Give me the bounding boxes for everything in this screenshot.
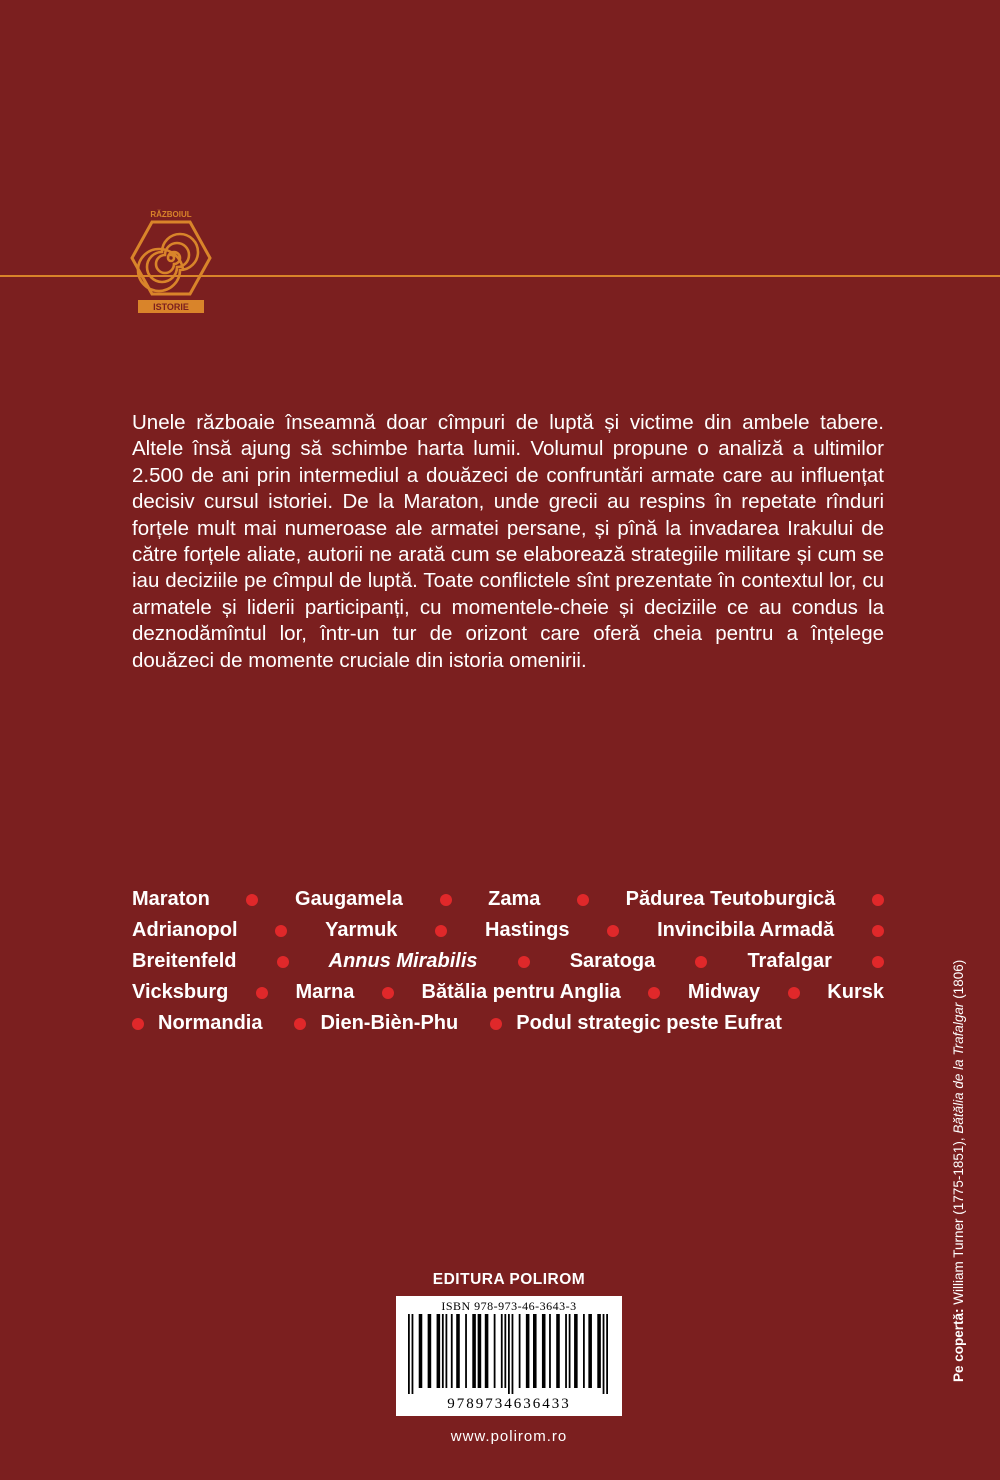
bullet-icon <box>440 894 452 906</box>
battle-name: Trafalgar <box>747 950 832 972</box>
series-emblem <box>128 208 214 316</box>
barcode-bar <box>451 1314 453 1388</box>
bullet-icon <box>490 1018 502 1030</box>
barcode-bar <box>508 1314 510 1394</box>
barcode-icon <box>406 1314 612 1394</box>
spiral-hexagon-icon <box>128 208 214 316</box>
barcode-bar <box>565 1314 567 1388</box>
publisher-name: EDITURA POLIROM <box>432 1271 586 1288</box>
battle-name: Midway <box>687 981 761 1003</box>
barcode-bar <box>533 1314 537 1388</box>
battle-name: Saratoga <box>569 950 656 972</box>
battle-line-5 <box>132 1008 884 1039</box>
battle-name: Vicksburg <box>132 981 229 1003</box>
battle-name: Normandia <box>158 1012 263 1034</box>
barcode-bar <box>472 1314 476 1388</box>
publisher-website: www.polirom.ro <box>450 1428 568 1445</box>
barcode-bar <box>408 1314 410 1394</box>
barcode-bar <box>606 1314 608 1394</box>
bullet-icon <box>607 925 619 937</box>
battle-name: Bătălia pentru Anglia <box>421 981 621 1003</box>
bullet-icon <box>648 987 660 999</box>
bullet-icon <box>872 925 884 937</box>
barcode-bar <box>603 1314 605 1394</box>
credit-work: Bătălia de la Trafalgar <box>951 1002 966 1134</box>
barcode-bar <box>442 1314 444 1388</box>
cover-credit <box>951 960 966 1382</box>
battle-name: Zama <box>488 888 541 910</box>
barcode-bar <box>419 1314 423 1388</box>
barcode-bar <box>504 1314 506 1388</box>
barcode-bar <box>542 1314 546 1388</box>
battle-name: Hastings <box>485 919 570 941</box>
battle-name: Kursk <box>827 981 884 1003</box>
battle-name: Annus Mirabilis <box>328 950 478 972</box>
barcode-bar <box>501 1314 503 1388</box>
emblem-bottom-text: ISTORIE <box>153 302 189 312</box>
barcode-bar <box>494 1314 496 1388</box>
battle-line-2 <box>132 915 884 946</box>
bullet-icon <box>435 925 447 937</box>
bullet-icon <box>695 956 707 968</box>
battle-name: Gaugamela <box>295 888 403 910</box>
barcode-bar <box>428 1314 432 1388</box>
bullet-icon <box>872 956 884 968</box>
battle-line-1 <box>132 884 884 915</box>
barcode-bar <box>465 1314 467 1388</box>
battle-name: Maraton <box>132 888 210 910</box>
barcode-block <box>396 1296 622 1416</box>
bullet-icon <box>132 1018 144 1030</box>
battle-name: Yarmuk <box>325 919 398 941</box>
book-description: Unele războaie înseamnă doar cîmpuri de luptă și victime din ambele tabere. Altele însă ajung să schimbe harta lumii. Volumul propune o analiză a ultimilor 2.500 de ani prin intermediul a douăzeci de confruntări armate care au influențat decisiv cursul istoriei. De la Maraton, unde grecii au respins în repetate rînduri forțele mult mai numeroase ale armatei persane, și pînă la invadarea Irakului de către forțele aliate, autorii ne arată cum se elaborează strategiile militare și cum se iau deciziile pe cîmpul de luptă. Toate conflictele sînt prezentate în contextul lor, cu armatele și liderii participanți, cu momentele-cheie și deciziile ce au condus la deznodămîntul lor, într-un tur de orizont care oferă cheia pentru a înțelege douăzeci de momente cruciale din istoria omenirii. <box>132 411 884 672</box>
emblem-top-text: RĂZBOIUL <box>150 210 192 219</box>
barcode-bar <box>583 1314 585 1388</box>
credit-artist: William Turner (1775-1851), <box>951 1133 966 1309</box>
bullet-icon <box>256 987 268 999</box>
bullet-icon <box>275 925 287 937</box>
barcode-digits: 9789734636433 <box>447 1396 571 1412</box>
barcode-bar <box>512 1314 514 1394</box>
bullet-icon <box>577 894 589 906</box>
barcode-bar <box>588 1314 592 1388</box>
barcode-bar <box>569 1314 571 1388</box>
battle-line-3 <box>132 946 884 977</box>
battle-name: Invincibila Armadă <box>657 919 835 941</box>
bullet-icon <box>382 987 394 999</box>
credit-year: (1806) <box>951 959 966 1003</box>
barcode-bar <box>485 1314 489 1388</box>
barcode-bar <box>519 1314 521 1388</box>
barcode-bar <box>526 1314 530 1388</box>
barcode-bar <box>549 1314 551 1388</box>
barcode-bar <box>446 1314 448 1388</box>
battle-name: Breitenfeld <box>132 950 237 972</box>
isbn-label: ISBN 978-973-46-3643-3 <box>441 1299 577 1313</box>
bullet-icon <box>788 987 800 999</box>
bullet-icon <box>277 956 289 968</box>
barcode-bar <box>556 1314 560 1388</box>
battle-list <box>132 884 884 1039</box>
battle-name: Adrianopol <box>132 919 238 941</box>
battle-line-4 <box>132 977 884 1008</box>
battle-name: Pădurea Teutoburgică <box>625 888 836 910</box>
barcode-bar <box>574 1314 578 1388</box>
bullet-icon <box>872 894 884 906</box>
barcode-bar <box>456 1314 460 1388</box>
barcode-bar <box>478 1314 482 1388</box>
barcode-bar <box>437 1314 441 1388</box>
barcode-bar <box>412 1314 414 1394</box>
bullet-icon <box>246 894 258 906</box>
credit-prefix: Pe copertă: <box>951 1308 966 1382</box>
barcode-bar <box>597 1314 601 1388</box>
bullet-icon <box>294 1018 306 1030</box>
bullet-icon <box>518 956 530 968</box>
battle-name: Dien-Bièn-Phu <box>320 1012 459 1034</box>
battle-name: Marna <box>295 981 355 1003</box>
battle-name: Podul strategic peste Eufrat <box>516 1012 782 1034</box>
